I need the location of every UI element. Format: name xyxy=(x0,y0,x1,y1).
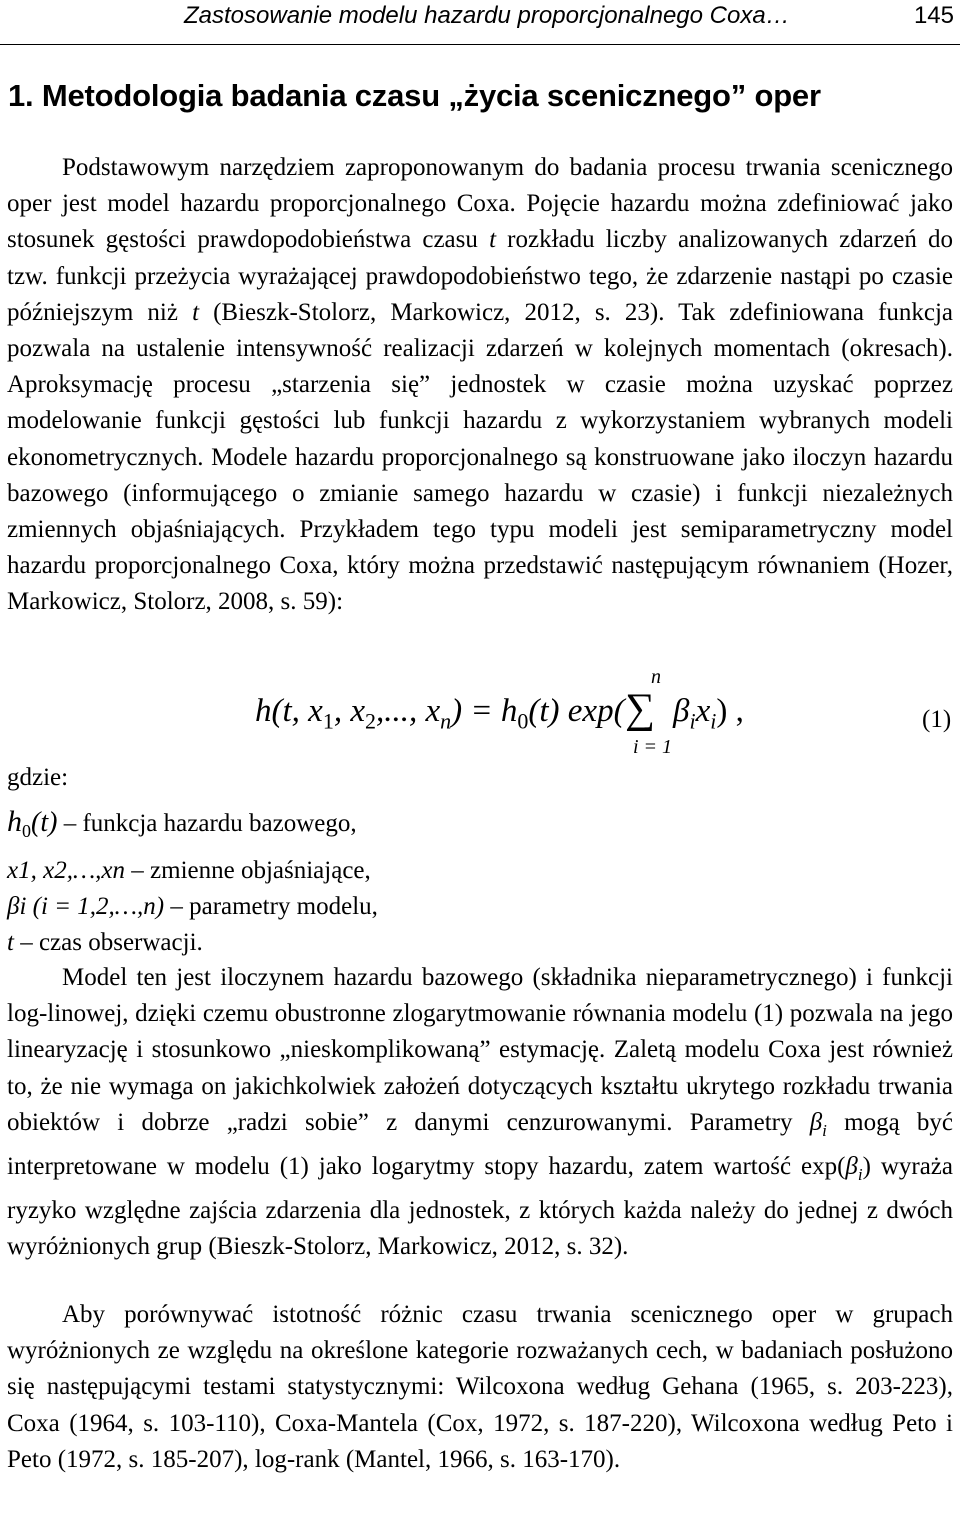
definition-t: t – czas obserwacji. xyxy=(7,929,203,956)
cox-model-formula: h(t, $x_1$, $x_2$,..., $x_n) = h_0(t)$ exp( ∑ n i = 1 $\beta_ix_i$ ) , xyxy=(255,666,744,758)
page-number: 145 xyxy=(913,2,954,29)
equation-number: (1) xyxy=(922,706,952,733)
running-title: Zastosowanie modelu hazardu proporcjonalnego Coxa… xyxy=(184,2,790,29)
sum-sign: ∑ xyxy=(625,686,655,732)
page-header xyxy=(0,0,960,45)
definition-x: x1, x2,…,xn – zmienne objaśniające, xyxy=(7,857,371,884)
section-heading: 1. Metodologia badania czasu „życia scenicznego” oper xyxy=(8,78,821,113)
paragraph-intro: Podstawowym narzędziem zaproponowanym do badania procesu trwania scenicznego oper jest model hazardu proporcjonalnego Coxa. Pojęcie hazardu można zdefiniować jako stosunek gęstości prawdopodobieństwa czasu t rozkładu liczby analizowanych zdarzeń do tzw. funkcji przeżycia wyrażającej prawdopodobieństwo tego, że zdarzenie nastąpi po czasie późniejszym niż t (Bieszk-Stolorz, Markowicz, 2012, s. 23). Tak zdefiniowana funkcja pozwala na ustalenie intensywność realizacji zdarzeń w kolejnych momentach (okresach). Aproksymację procesu „starzenia się” jednostek w czasie można uzyskać poprzez modelowanie funkcji gęstości lub funkcji hazardu z wykorzystaniem wybranych modeli ekonometrycznych. Modele hazardu proporcjonalnego są konstruowane jako iloczyn hazardu bazowego (informującego o zmianie samego hazardu w czasie) i funkcji niezależnych zmiennych objaśniających. Przykładem tego typu modeli jest semiparametryczny model hazardu proporcjonalnego Coxa, który można przedstawić następującym równaniem (Hozer, Markowicz, Stolorz, 2008, s. 59): xyxy=(7,154,954,616)
definitions-intro: gdzie: xyxy=(7,764,69,791)
paragraph-model-properties: Model ten jest iloczynem hazardu bazowego (składnika nieparametrycznego) i funkcji log-linowej, dzięki czemu obustronne zlogarytmowanie równania modelu (1) pozwala na jego linearyzację i stosunkowo „nieskomplikowaną” estymację. Zaletą modelu Coxa jest również to, że nie wymaga on jakichkolwiek założeń dotyczących kształtu ukrytego rozkładu trwania obiektów i dobrze „radzi sobie” z danymi cenzurowanymi. Parametry $\beta_i$ mogą być interpretowane w modelu (1) jako logarytmy stopy hazardu, zatem wartość $\exp(\beta_i)$ wyraża ryzyko względne zajścia zdarzenia dla jednostek, z których każda należy do jednej z dwóch wyróżnionych grup (Bieszk-Stolorz, Markowicz, 2012, s. 32). xyxy=(7,964,954,1261)
definition-h0: $h_0(t)$ – funkcja hazardu bazowego, xyxy=(7,805,357,841)
paragraph-tests: Aby porównywać istotność różnic czasu trwania scenicznego oper w grupach wyróżnionych ze względu na określone kategorie rozważanych cech, w badaniach posłużono się następującymi testami statystycznymi: Wilcoxona według Gehana (1965, s. 203-223), Coxa (1964, s. 103-110), Coxa-Mantela (Cox, 1972, s. 187-220), Wilcoxona według Peto i Peto (1972, s. 185-207), log-rank (Mantel, 1966, s. 163-170). xyxy=(7,1301,953,1473)
definition-beta: βi (i = 1,2,…,n) – parametry modelu, xyxy=(7,893,378,920)
